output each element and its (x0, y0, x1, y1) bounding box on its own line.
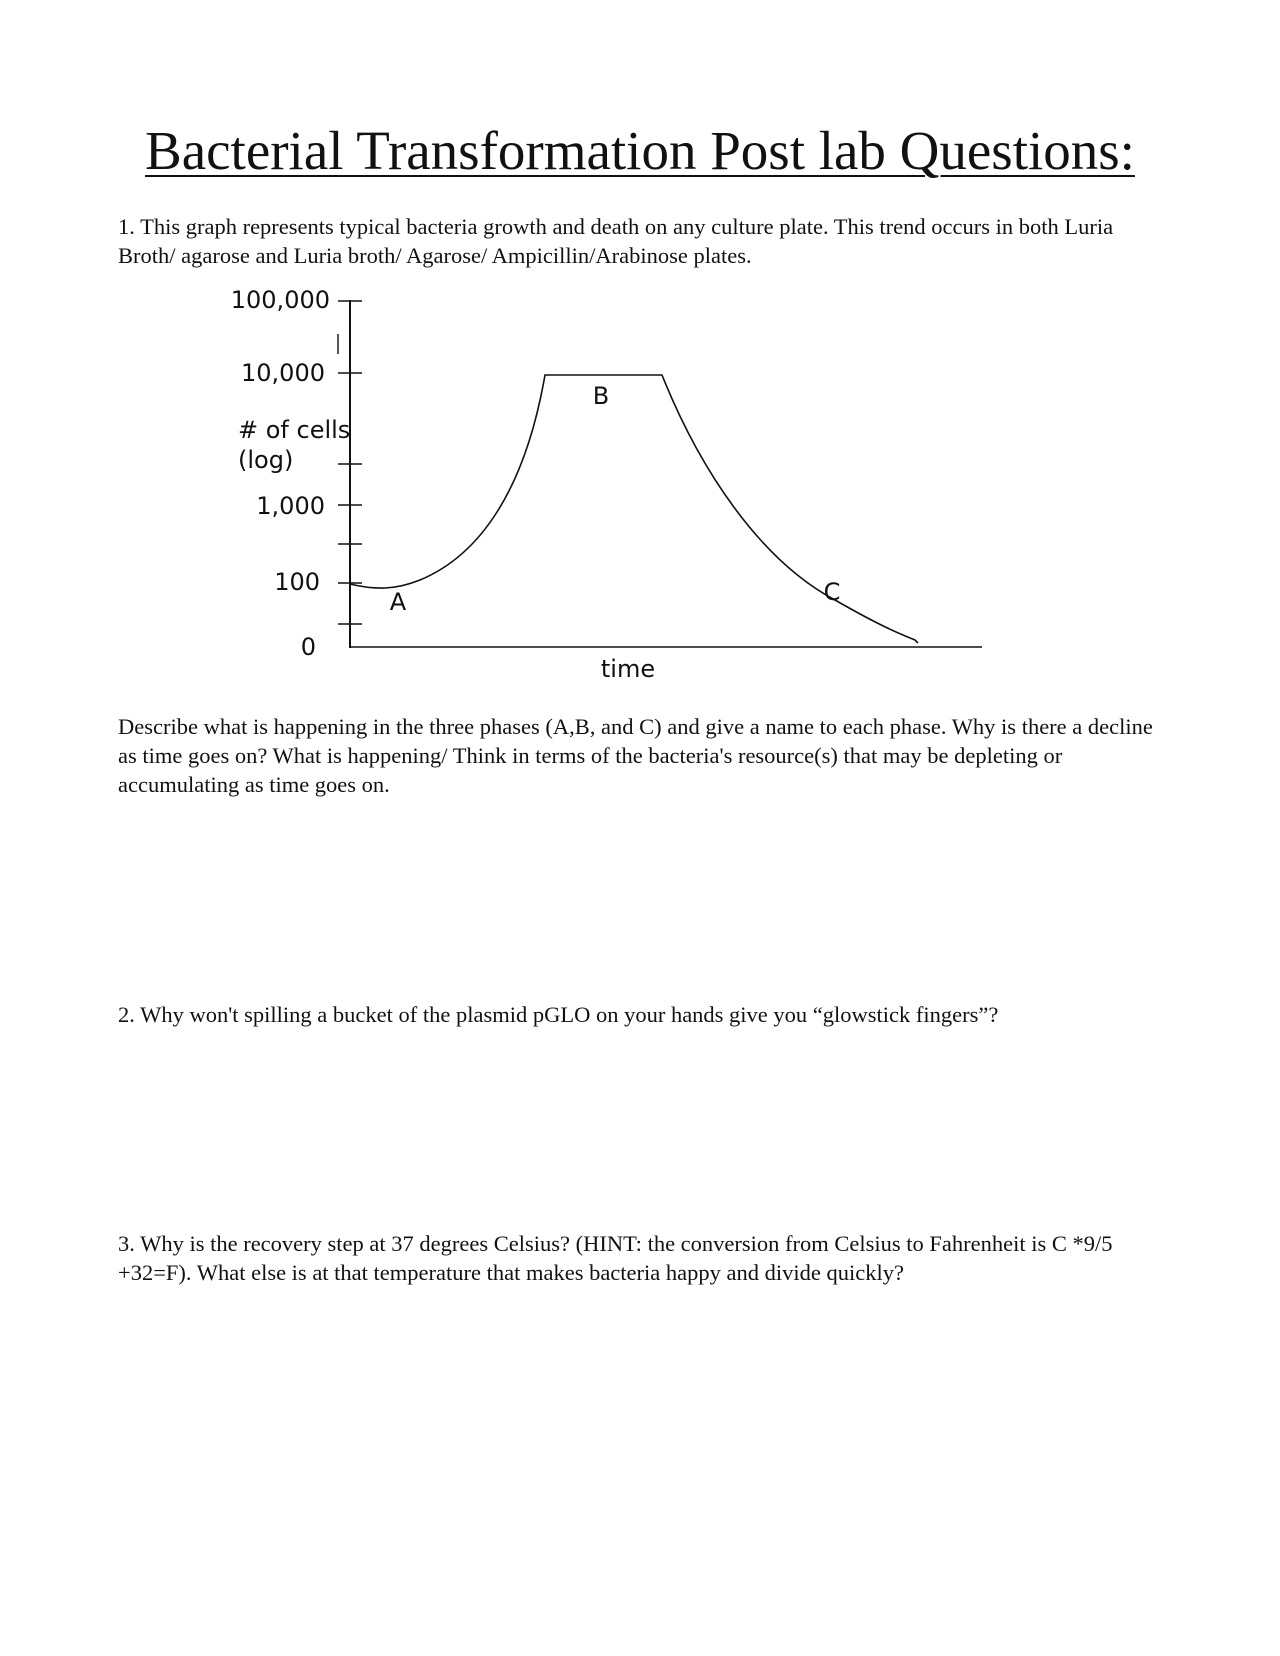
question-2-text: 2. Why won't spilling a bucket of the plasmid pGLO on your hands give you “glowstick fingers”? (118, 1002, 999, 1027)
x-axis-label: time (600, 655, 656, 683)
y-tick-label: 10,000 (241, 359, 325, 387)
y-tick-label: 100,000 (230, 286, 330, 314)
y-tick-label: 100 (274, 568, 320, 596)
phase-label-b: B (592, 382, 610, 410)
question-3-text: 3. Why is the recovery step at 37 degrees Celsius? (HINT: the conversion from Celsius to Fahrenheit is C *9/5 +32=F). What else is at that temperature that makes bacteria happy and divide quickly? (118, 1231, 1113, 1285)
growth-curve-chart (0, 0, 1280, 700)
phase-label-a: A (389, 588, 407, 616)
y-axis-label-line-1: # of cells (238, 416, 351, 444)
phase-description-prompt: Describe what is happening in the three phases (A,B, and C) and give a name to each phase. Why is there a decline as time goes on? What is happening/ Think in terms of the bacteria's resource(s) that may be depleting or accumulating as time goes on. (118, 714, 1153, 797)
y-tick-label: 0 (300, 633, 316, 661)
question-1-text: 1. This graph represents typical bacteria growth and death on any culture plate. This trend occurs in both Luria Broth/ agarose and Luria broth/ Agarose/ Ampicillin/Arabinose plates. (118, 214, 1114, 268)
page-title: Bacterial Transformation Post lab Questions: (145, 120, 1135, 181)
y-axis-label-line-2: (log) (238, 446, 294, 474)
phase-label-c: C (823, 578, 841, 606)
y-tick-label: 1,000 (256, 492, 325, 520)
